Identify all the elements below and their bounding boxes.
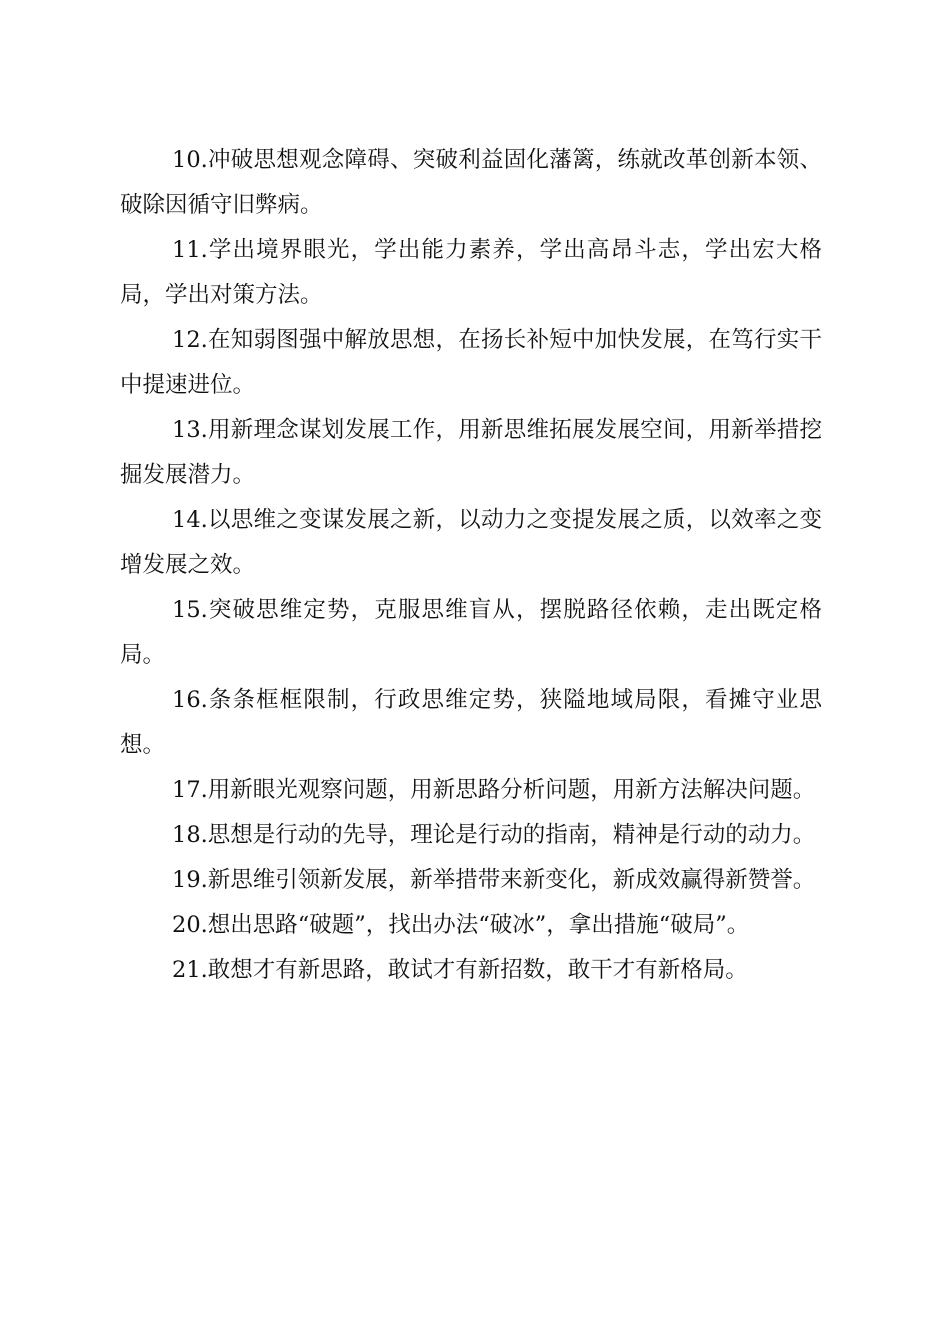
paragraph-20: 20.想出思路“破题”，找出办法“破冰”，拿出措施“破局”。 xyxy=(172,912,750,938)
paragraph-19: 19.新思维引领新发展，新举措带来新变化，新成效赢得新赞誉。 xyxy=(172,867,816,893)
paragraph-16: 16.条条框框限制，行政思维定势，狭隘地域局限，看摊守业思想。 xyxy=(120,687,822,758)
paragraph-17: 17.用新眼光观察问题，用新思路分析问题，用新方法解决问题。 xyxy=(172,777,816,803)
document-body xyxy=(120,138,822,993)
paragraph-11: 11.学出境界眼光，学出能力素养，学出高昂斗志，学出宏大格局，学出对策方法。 xyxy=(120,237,822,308)
paragraph-12: 12.在知弱图强中解放思想，在扬长补短中加快发展，在笃行实干中提速进位。 xyxy=(120,327,822,398)
paragraph-15: 15.突破思维定势，克服思维盲从，摆脱路径依赖，走出既定格局。 xyxy=(120,597,822,668)
paragraph-13: 13.用新理念谋划发展工作，用新思维拓展发展空间，用新举措挖掘发展潜力。 xyxy=(120,417,822,488)
paragraph-14: 14.以思维之变谋发展之新，以动力之变提发展之质，以效率之变增发展之效。 xyxy=(120,507,822,578)
paragraph-18: 18.思想是行动的先导，理论是行动的指南，精神是行动的动力。 xyxy=(172,822,816,848)
paragraph-10: 10.冲破思想观念障碍、突破利益固化藩篱，练就改革创新本领、破除因循守旧弊病。 xyxy=(120,147,822,218)
paragraph-21: 21.敢想才有新思路，敢试才有新招数，敢干才有新格局。 xyxy=(172,957,748,983)
